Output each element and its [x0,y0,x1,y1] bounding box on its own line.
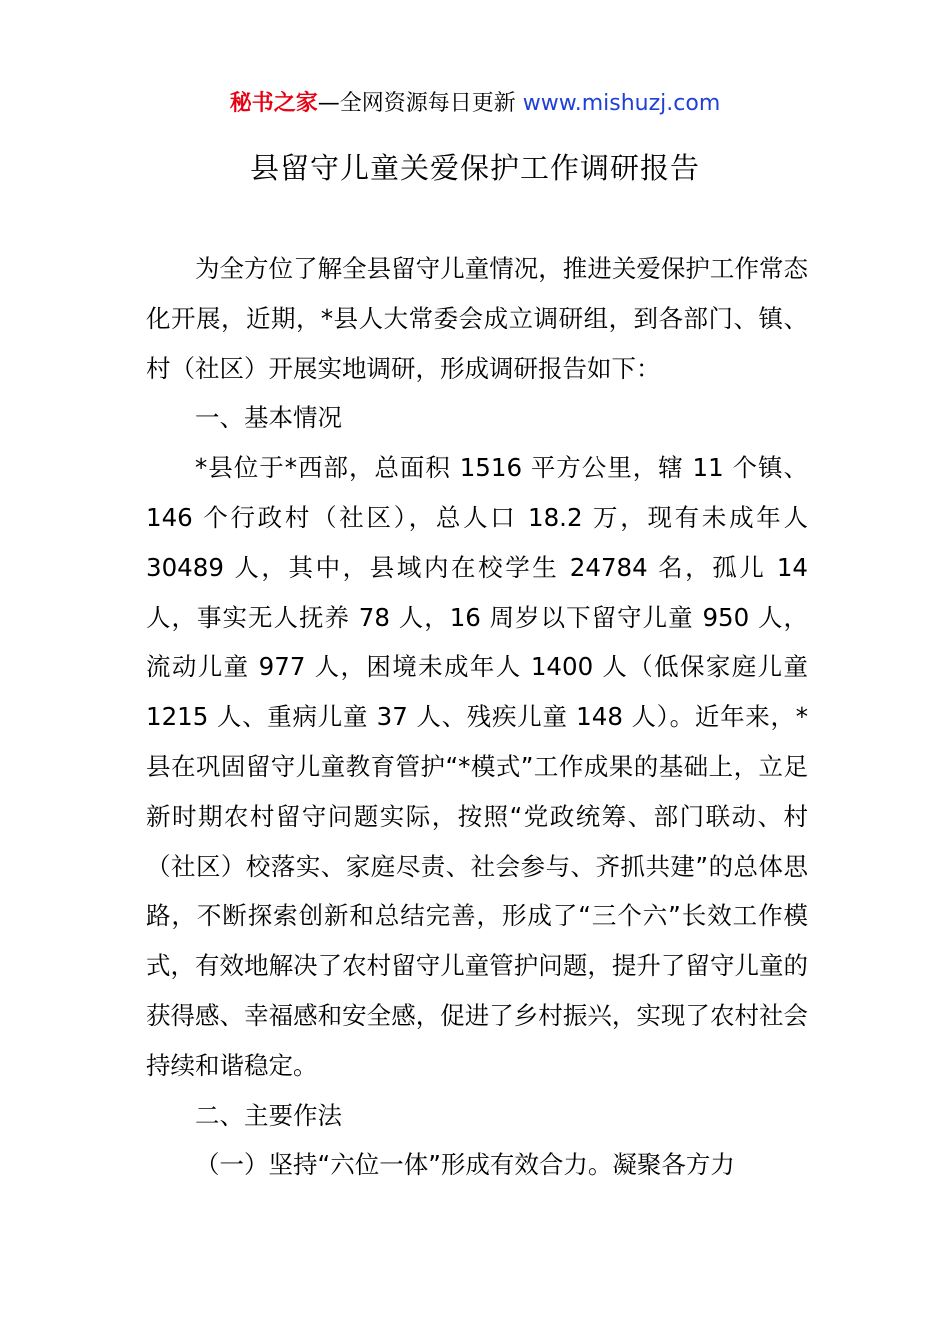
document-body [146,244,808,1190]
section-heading-basic-situation: 一、基本情况 [195,403,342,433]
paragraph-basic-situation: *县位于*西部，总面积 1516 平方公里，辖 11 个镇、146 个行政村（社区），总人口 18.2 万，现有未成年人 30489 人，其中，县域内在校学生 24784 名，孤儿 14 人，事实无人抚养 78 人，16 周岁以下留守儿童 950 人，流动儿童 977 人，困境未成年人 1400 人（低保家庭儿童1215 人、重病儿童 37 人、残疾儿童 148 人）。近年来，*县在巩固留守儿童教育管护“*模式”工作成果的基础上，立足新时期农村留守问题实际，按照“党政统筹、部门联动、村（社区）校落实、家庭尽责、社会参与、齐抓共建”的总体思路，不断探索创新和总结完善，形成了“三个六”长效工作模式，有效地解决了农村留守儿童管护问题，提升了留守儿童的获得感、幸福感和安全感，促进了乡村振兴，实现了农村社会持续和谐稳定。 [146,453,808,1080]
site-header [0,86,950,122]
document-title: 县留守儿童关爱保护工作调研报告 [249,151,700,185]
header-brand: 秘书之家 [229,91,318,116]
section-heading-main-practices: 二、主要作法 [195,1100,342,1130]
header-tagline: —全网资源每日更新 [317,91,523,116]
paragraph-intro: 为全方位了解全县留守儿童情况，推进关爱保护工作常态化开展，近期，*县人大常委会成立调研组，到各部门、镇、村（社区）开展实地调研，形成调研报告如下： [146,254,808,383]
paragraph-practice-one: （一）坚持“六位一体”形成有效合力。凝聚各方力 [195,1150,735,1180]
header-url-link[interactable]: www.mishuzj.com [522,91,721,116]
